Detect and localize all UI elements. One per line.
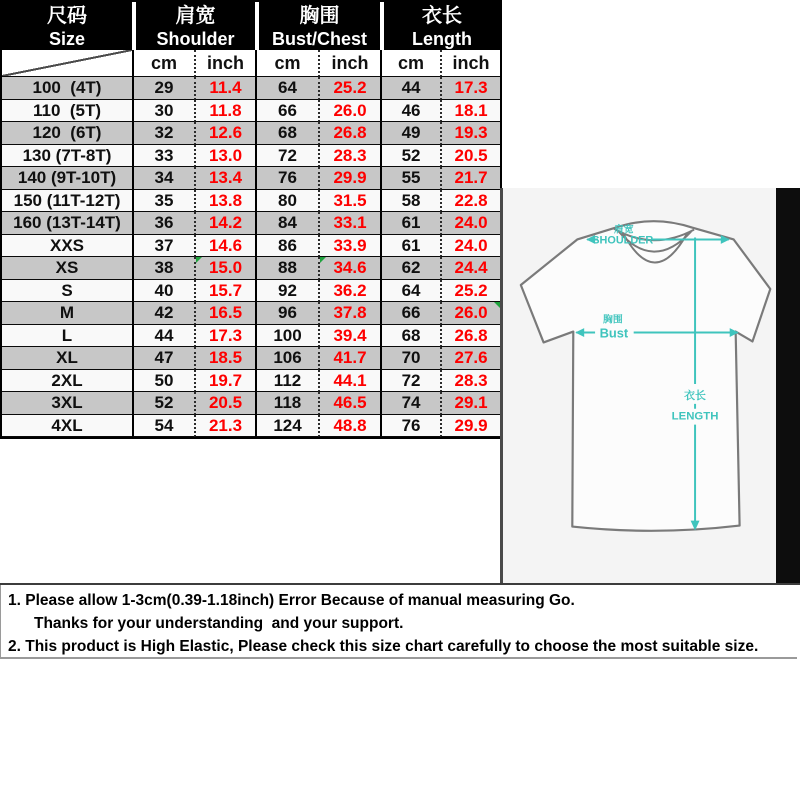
value-cell: 68 xyxy=(255,122,318,145)
size-cell: 150 (11T-12T) xyxy=(2,190,132,213)
size-cell: 130 (7T-8T) xyxy=(2,145,132,168)
table-row xyxy=(2,167,500,190)
header-bust-zh: 胸围 xyxy=(299,5,340,27)
value-cell: 48.8 xyxy=(318,415,380,438)
value-cell: 100 xyxy=(255,325,318,348)
note-line-3: 2. This product is High Elastic, Please check this size chart carefully to choose the most suitable size. xyxy=(8,638,759,655)
value-cell: 61 xyxy=(380,235,440,258)
value-cell: 30 xyxy=(132,100,194,123)
notes-box xyxy=(0,585,797,659)
value-cell: 16.5 xyxy=(194,302,255,325)
size-cell: 100 (4T) xyxy=(2,77,132,100)
header-length xyxy=(380,2,500,50)
header-length-zh: 衣长 xyxy=(422,5,463,27)
value-cell: 38 xyxy=(132,257,194,280)
value-cell: 29 xyxy=(132,77,194,100)
size-cell: 3XL xyxy=(2,392,132,415)
value-cell: 44 xyxy=(132,325,194,348)
value-cell: 13.8 xyxy=(194,190,255,213)
value-cell: 22.8 xyxy=(440,190,500,213)
bust-label-en: Bust xyxy=(599,325,629,341)
value-cell: 11.8 xyxy=(194,100,255,123)
value-cell: 74 xyxy=(380,392,440,415)
value-cell: 54 xyxy=(132,415,194,438)
unit-inch-length: inch xyxy=(440,50,500,77)
value-cell: 20.5 xyxy=(194,392,255,415)
value-cell: 24.0 xyxy=(440,212,500,235)
value-cell: 50 xyxy=(132,370,194,393)
value-cell: 17.3 xyxy=(440,77,500,100)
value-cell: 26.8 xyxy=(318,122,380,145)
unit-cm-bust: cm xyxy=(255,50,318,77)
header-bust-en: Bust/Chest xyxy=(272,29,368,49)
header-size-zh: 尺码 xyxy=(47,5,87,27)
table-row xyxy=(2,77,500,100)
header-bust xyxy=(255,2,380,50)
table-row xyxy=(2,190,500,213)
size-cell: M xyxy=(2,302,132,325)
table-row xyxy=(2,212,500,235)
size-cell: XL xyxy=(2,347,132,370)
value-cell: 37.8 xyxy=(318,302,380,325)
table-row xyxy=(2,302,500,325)
header-shoulder-zh: 肩宽 xyxy=(175,5,216,27)
bust-label-zh: 胸围 xyxy=(603,314,623,326)
value-cell: 40 xyxy=(132,280,194,303)
value-cell: 33 xyxy=(132,145,194,168)
value-cell: 20.5 xyxy=(440,145,500,168)
table-row xyxy=(2,100,500,123)
value-cell: 24.4 xyxy=(440,257,500,280)
table-row xyxy=(2,325,500,348)
size-cell: 110 (5T) xyxy=(2,100,132,123)
value-cell: 64 xyxy=(380,280,440,303)
size-cell: S xyxy=(2,280,132,303)
unit-cm-shoulder: cm xyxy=(132,50,194,77)
table-row xyxy=(2,347,500,370)
diagonal-cell xyxy=(2,50,132,77)
shoulder-label-zh: 肩宽 xyxy=(613,224,634,236)
value-cell: 14.2 xyxy=(194,212,255,235)
value-cell: 18.5 xyxy=(194,347,255,370)
size-cell: XXS xyxy=(2,235,132,258)
value-cell: 72 xyxy=(380,370,440,393)
value-cell: 37 xyxy=(132,235,194,258)
value-cell: 18.1 xyxy=(440,100,500,123)
value-cell: 17.3 xyxy=(194,325,255,348)
value-cell: 124 xyxy=(255,415,318,438)
value-cell: 19.3 xyxy=(440,122,500,145)
value-cell: 25.2 xyxy=(440,280,500,303)
value-cell: 28.3 xyxy=(318,145,380,168)
value-cell: 44.1 xyxy=(318,370,380,393)
value-cell: 80 xyxy=(255,190,318,213)
value-cell: 66 xyxy=(380,302,440,325)
value-cell: 15.0 xyxy=(194,257,255,280)
value-cell: 47 xyxy=(132,347,194,370)
unit-inch-bust: inch xyxy=(318,50,380,77)
length-label-zh: 衣长 xyxy=(684,389,706,402)
value-cell: 34 xyxy=(132,167,194,190)
value-cell: 19.7 xyxy=(194,370,255,393)
value-cell: 13.0 xyxy=(194,145,255,168)
length-label-en: LENGTH xyxy=(671,410,719,423)
table-row xyxy=(2,415,500,438)
value-cell: 12.6 xyxy=(194,122,255,145)
value-cell: 76 xyxy=(380,415,440,438)
value-cell: 35 xyxy=(132,190,194,213)
header-size xyxy=(2,2,132,50)
value-cell: 33.1 xyxy=(318,212,380,235)
value-cell: 106 xyxy=(255,347,318,370)
header-shoulder xyxy=(132,2,255,50)
size-cell: 160 (13T-14T) xyxy=(2,212,132,235)
value-cell: 84 xyxy=(255,212,318,235)
size-cell: 4XL xyxy=(2,415,132,438)
value-cell: 118 xyxy=(255,392,318,415)
value-cell: 26.8 xyxy=(440,325,500,348)
value-cell: 27.6 xyxy=(440,347,500,370)
value-cell: 29.1 xyxy=(440,392,500,415)
value-cell: 29.9 xyxy=(440,415,500,438)
value-cell: 11.4 xyxy=(194,77,255,100)
value-cell: 112 xyxy=(255,370,318,393)
table-body xyxy=(2,77,500,437)
value-cell: 41.7 xyxy=(318,347,380,370)
value-cell: 49 xyxy=(380,122,440,145)
value-cell: 33.9 xyxy=(318,235,380,258)
size-cell: 120 (6T) xyxy=(2,122,132,145)
value-cell: 26.0 xyxy=(318,100,380,123)
note-line-2: Thanks for your understanding and your support. xyxy=(34,615,404,632)
value-cell: 46.5 xyxy=(318,392,380,415)
value-cell: 29.9 xyxy=(318,167,380,190)
value-cell: 36 xyxy=(132,212,194,235)
size-cell: XS xyxy=(2,257,132,280)
tshirt-measurement-svg xyxy=(503,188,800,583)
size-cell: 140 (9T-10T) xyxy=(2,167,132,190)
value-cell: 46 xyxy=(380,100,440,123)
value-cell: 66 xyxy=(255,100,318,123)
value-cell: 32 xyxy=(132,122,194,145)
header-size-en: Size xyxy=(48,29,86,49)
table-row xyxy=(2,145,500,168)
value-cell: 26.0 xyxy=(440,302,500,325)
value-cell: 58 xyxy=(380,190,440,213)
unit-cm-length: cm xyxy=(380,50,440,77)
unit-row xyxy=(2,50,500,77)
garment-diagram xyxy=(500,188,800,583)
value-cell: 62 xyxy=(380,257,440,280)
shoulder-label-en: SHOULDER xyxy=(592,234,654,247)
value-cell: 42 xyxy=(132,302,194,325)
value-cell: 64 xyxy=(255,77,318,100)
table-row xyxy=(2,122,500,145)
value-cell: 92 xyxy=(255,280,318,303)
value-cell: 28.3 xyxy=(440,370,500,393)
value-cell: 21.3 xyxy=(194,415,255,438)
table-row xyxy=(2,370,500,393)
size-cell: 2XL xyxy=(2,370,132,393)
value-cell: 14.6 xyxy=(194,235,255,258)
value-cell: 36.2 xyxy=(318,280,380,303)
value-cell: 44 xyxy=(380,77,440,100)
table-row xyxy=(2,235,500,258)
table-row xyxy=(2,257,500,280)
value-cell: 61 xyxy=(380,212,440,235)
value-cell: 70 xyxy=(380,347,440,370)
value-cell: 96 xyxy=(255,302,318,325)
header-length-en: Length xyxy=(412,29,473,49)
value-cell: 15.7 xyxy=(194,280,255,303)
value-cell: 24.0 xyxy=(440,235,500,258)
size-cell: L xyxy=(2,325,132,348)
note-line-1: 1. Please allow 1-3cm(0.39-1.18inch) Error Because of manual measuring Go. xyxy=(8,592,575,609)
value-cell: 72 xyxy=(255,145,318,168)
table-header-row xyxy=(2,2,500,50)
size-table xyxy=(0,0,502,439)
tshirt-outline xyxy=(521,221,770,531)
header-shoulder-en: Shoulder xyxy=(156,29,235,49)
value-cell: 31.5 xyxy=(318,190,380,213)
unit-inch-shoulder: inch xyxy=(194,50,255,77)
value-cell: 21.7 xyxy=(440,167,500,190)
value-cell: 88 xyxy=(255,257,318,280)
value-cell: 13.4 xyxy=(194,167,255,190)
value-cell: 68 xyxy=(380,325,440,348)
table-row xyxy=(2,392,500,415)
value-cell: 34.6 xyxy=(318,257,380,280)
value-cell: 39.4 xyxy=(318,325,380,348)
value-cell: 52 xyxy=(380,145,440,168)
value-cell: 86 xyxy=(255,235,318,258)
value-cell: 55 xyxy=(380,167,440,190)
value-cell: 25.2 xyxy=(318,77,380,100)
value-cell: 52 xyxy=(132,392,194,415)
value-cell: 76 xyxy=(255,167,318,190)
table-row xyxy=(2,280,500,303)
